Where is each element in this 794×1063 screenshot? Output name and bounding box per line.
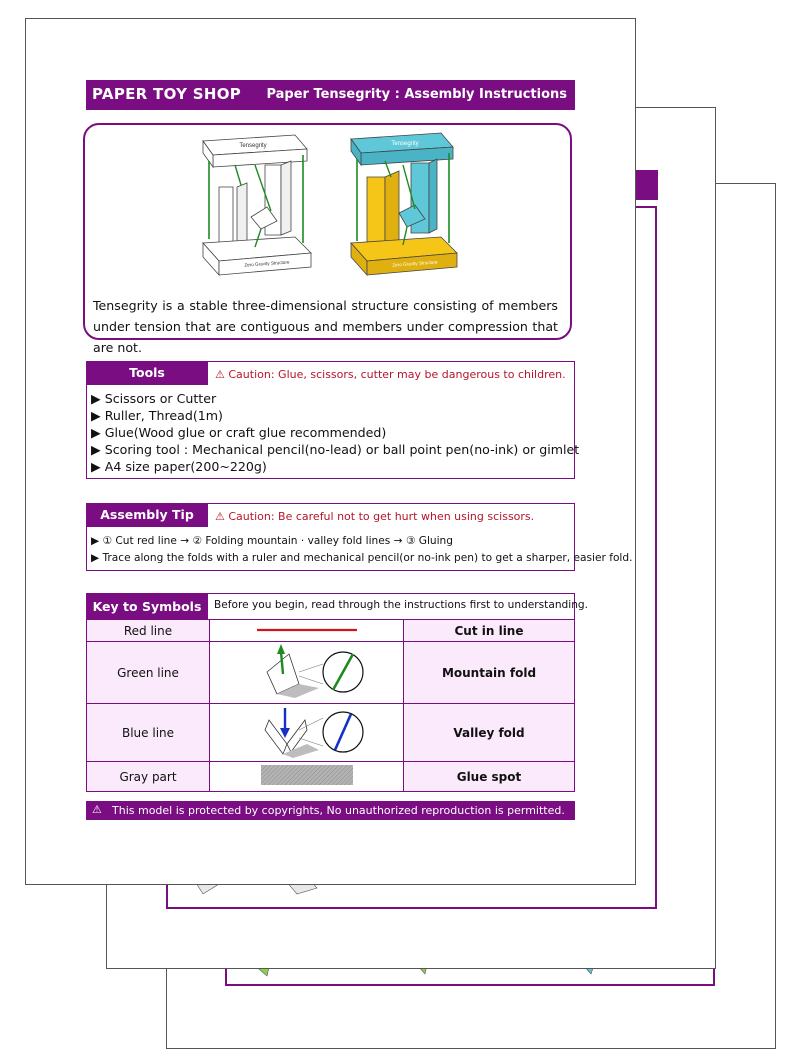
copyright-text: This model is protected by copyrights, No unauthorized reproduction is permitted. <box>112 804 565 817</box>
bullet-icon: ▶ <box>91 442 105 457</box>
tools-caution-text: Caution: Glue, scissors, cutter may be dangerous to children. <box>228 368 566 381</box>
intro-panel <box>83 123 572 355</box>
tip-line: ▶ Trace along the folds with a ruler and mechanical pencil(or no-ink pen) to get a sharper, easier fold. <box>91 552 633 564</box>
copyright-footer <box>86 801 575 820</box>
tools-tab: Tools <box>86 361 208 385</box>
key-note: Before you begin, read through the instructions first to understanding. <box>214 599 589 611</box>
tool-item: ▶ Glue(Wood glue or craft glue recommended) <box>91 425 387 440</box>
table-row <box>87 642 575 704</box>
symbol-name: Green line <box>87 642 210 704</box>
tool-item: ▶ Scoring tool : Mechanical pencil(no-lead) or ball point pen(no-ink) or gimlet <box>91 442 580 457</box>
brand-name: PAPER TOY SHOP <box>92 85 242 103</box>
tensegrity-description: Tensegrity is a stable three-dimensional structure consisting of members under tension that are contiguous and members under compression that are not. <box>93 298 558 355</box>
tool-item: ▶ A4 size paper(200~220g) <box>91 459 267 474</box>
glue-spot-sample <box>210 762 404 792</box>
warning-icon: ⚠ <box>215 368 225 381</box>
assembly-tip-section <box>86 503 633 571</box>
model-label-base-colored: Zero Gravity Structure <box>392 259 438 268</box>
tool-item: ▶ Scissors or Cutter <box>91 391 217 406</box>
valley-fold-diagram <box>210 704 404 762</box>
symbol-meaning: Cut in line <box>404 620 575 642</box>
key-to-symbols-tab: Key to Symbols <box>86 593 208 620</box>
key-to-symbols-header <box>86 593 589 620</box>
symbol-meaning: Mountain fold <box>404 642 575 704</box>
bullet-icon: ▶ <box>91 552 103 564</box>
symbol-name: Red line <box>87 620 210 642</box>
warning-icon: ⚠ <box>92 803 102 816</box>
page-header <box>86 80 575 110</box>
table-row <box>87 704 575 762</box>
bullet-icon: ▶ <box>91 408 105 423</box>
bullet-icon: ▶ <box>91 391 105 406</box>
mountain-fold-diagram <box>210 642 404 704</box>
bullet-icon: ▶ <box>91 459 105 474</box>
warning-icon: ⚠ <box>215 510 225 523</box>
symbol-meaning: Glue spot <box>404 762 575 792</box>
tools-caution <box>215 368 566 381</box>
symbol-name: Gray part <box>87 762 210 792</box>
document-title: Paper Tensegrity : Assembly Instructions <box>266 87 567 102</box>
assembly-tip-tab: Assembly Tip <box>86 503 208 527</box>
tip-caution-text: Caution: Be careful not to get hurt when using scissors. <box>228 510 535 523</box>
symbols-table <box>86 619 575 792</box>
model-label-top-white: Tensegrity <box>239 143 267 149</box>
table-row <box>87 620 575 642</box>
tip-line: ▶ ① Cut red line → ② Folding mountain · valley fold lines → ③ Gluing <box>91 535 453 547</box>
tip-caution <box>215 510 534 523</box>
model-label-top-colored: Tensegrity <box>391 141 419 147</box>
bullet-icon: ▶ <box>91 425 105 440</box>
table-row <box>87 762 575 792</box>
symbol-name: Blue line <box>87 704 210 762</box>
bullet-icon: ▶ <box>91 535 103 547</box>
colored-model <box>351 133 457 275</box>
red-line-sample <box>210 620 404 642</box>
tool-item: ▶ Ruller, Thread(1m) <box>91 408 223 423</box>
symbol-meaning: Valley fold <box>404 704 575 762</box>
model-label-base-white: Zero Gravity Structure <box>244 259 290 268</box>
tensegrity-model-illustration <box>85 125 570 295</box>
tools-section <box>86 361 580 479</box>
white-model <box>203 135 311 275</box>
